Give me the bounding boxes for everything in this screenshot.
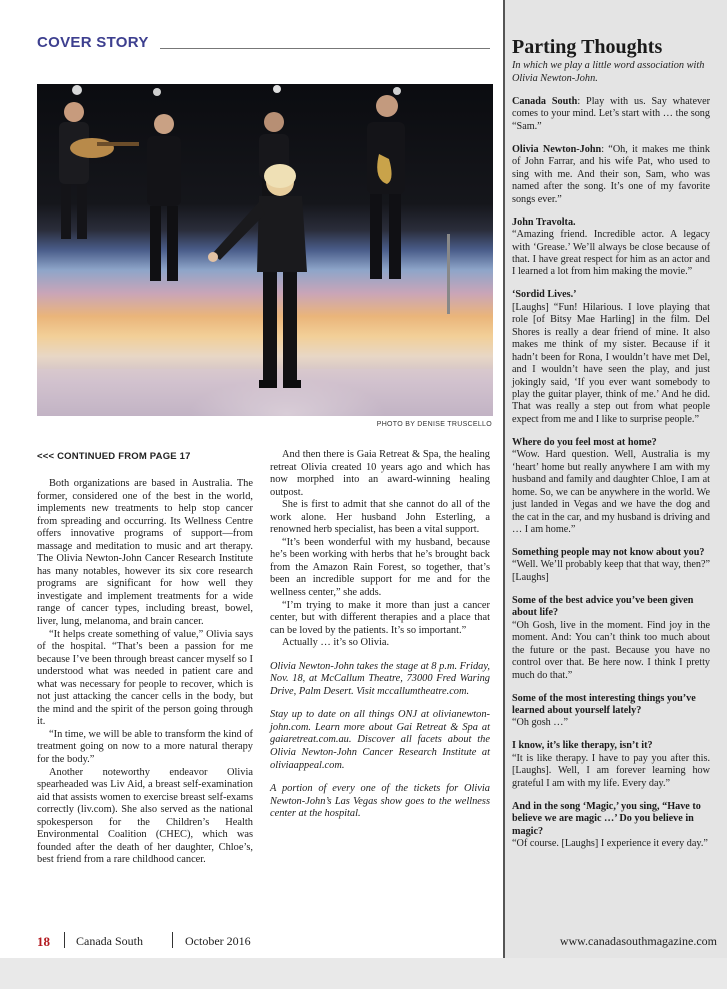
qa-answer: “Wow. Hard question. Well, Australia is my ‘heart’ home but really anywhere I am with my husband and family and daughter Chloe, I am at home. So, we can be anywhere in the world. We just landed in Vegas and we have the dog and the cat in the car, and my husband is driving and … I am home.” — [512, 449, 710, 536]
section-label: COVER STORY — [37, 34, 149, 51]
event-info-note: Olivia Newton-John takes the stage at 8 p.m. Friday, Nov. 18, at McCallum Theatre, 73000 Fred Waring Drive, Palm Desert. Visit mccallumtheatre.com. — [270, 660, 490, 697]
sidebar-border — [503, 0, 505, 958]
qa-item — [512, 437, 710, 537]
qa-answer: “Well. We’ll probably keep that that way, then?” [Laughs] — [512, 559, 710, 583]
qa-question: I know, it’s like therapy, isn’t it? — [512, 740, 653, 752]
qa-item — [512, 96, 710, 133]
qa-answer: [Laughs] “Fun! Hilarious. I love playing that role [of Bitsy Mae Harling] in the film. Del Shores is really a dear friend of mine. It also makes me think of my sister. Because if it hadn’t been for Rona, I wouldn’t have met Del, and I wouldn’t have seen the play, and just jokingly said, ‘If you ever want somebody to play the guitar player, think of me.’ And he did. That was really a step out from what people expect from me and I like to surprise people.” — [512, 301, 710, 425]
article-paragraph: She is first to admit that she cannot do all of the work alone. Her husband John Esterling, a renowned herb specialist, has been a vital support. — [270, 499, 490, 536]
cover-photo — [37, 84, 493, 416]
qa-question: And in the song ‘Magic,’ you sing, “Have to believe we are magic …’ Do you believe in magic? — [512, 800, 701, 837]
photo-credit: PHOTO BY DENISE TRUSCELLO — [376, 421, 492, 428]
sidebar-title: Parting Thoughts — [512, 36, 663, 58]
qa-question: Something people may not know about you? — [512, 547, 705, 558]
footer-issue-date: October 2016 — [185, 934, 251, 948]
qa-question: John Travolta. — [512, 216, 576, 228]
article-paragraph: “I’m trying to make it more than just a cancer center, but with different therapies and a place that can be loved by the patients. It’s so important.” — [270, 599, 490, 636]
ticket-info-note: A portion of every one of the tickets for Olivia Newton-John’s Las Vegas show goes to the wellness center at the hospital. — [270, 783, 490, 820]
qa-question: Some of the best advice you’ve been given about life? — [512, 594, 694, 619]
sidebar-subtitle: In which we play a little word association with Olivia Newton-John. — [512, 60, 705, 84]
qa-question: Some of the most interesting things you’ve learned about yourself lately? — [512, 692, 696, 716]
article-paragraph: “In time, we will be able to transform the kind of treatment going on now to a more natural therapy for the body.” — [37, 728, 254, 766]
qa-item — [512, 693, 710, 730]
qa-question: Where do you feel most at home? — [512, 436, 657, 448]
sidebar-qa-list — [512, 96, 710, 861]
article-paragraph: Both organizations are based in Australia. The former, considered one of the best in the world, implements new treatments to help stop cancer from spreading and occurring. Its Wellness Centre offers innovative programs of support—from massage and meditation to music and art therapy. The Olivia Newton-John Cancer Research Institute has many notables, however its six core research programs are significant for how well they investigate and implement treatments for a wide range of cancer types, including breast, bowel, liver, lung, melanoma, and brain cancer. — [37, 478, 253, 628]
qa-item — [512, 547, 710, 584]
article-paragraph: Another noteworthy endeavor Olivia spearheaded was Liv Aid, a breast self-examination aid that assists women to exercise breast self-exams correctly (liv.com). She also served as the national spokesperson for the Children’s Health Environmental Coalition (CHEC), which was founded after the death of her daughter, Chloe’s, best friend from a rare childhood cancer. — [37, 766, 253, 866]
qa-item — [512, 595, 710, 682]
qa-answer: “Amazing friend. Incredible actor. A legacy with ‘Grease.’ We’ll always be close because of that. I have great respect for him as an actor and I learned a lot from him making the movie.” — [512, 229, 710, 278]
article-closing-line: Actually … it’s so Olivia. — [282, 637, 390, 649]
article-column-1 — [37, 478, 253, 867]
qa-lead: Canada South — [512, 96, 578, 107]
qa-item — [512, 217, 710, 279]
qa-answer: “Of course. [Laughs] I experience it every day.” — [512, 838, 708, 850]
qa-answer: “It is like therapy. I have to pay you after this. [Laughs]. Well, I am forever learning how grateful I am with my life. Every day.” — [512, 752, 710, 789]
article-paragraph: And then there is Gaia Retreat & Spa, the healing retreat Olivia created 10 years ago and which has now morphed into an award-winning healing outpost. — [270, 449, 490, 498]
qa-item — [512, 144, 710, 206]
qa-answer: “Oh gosh …” — [512, 717, 569, 729]
article-column-2 — [270, 449, 490, 821]
article-paragraph: “It’s been wonderful with my husband, because he’s been working with herbs that he’s brought back from the Amazon Rain Forest, so together, that’s been an incredible support for me and for the wellness center,” she adds. — [270, 536, 490, 599]
qa-lead: Olivia Newton-John — [512, 143, 602, 155]
footer-separator — [172, 932, 173, 948]
qa-answer: “Oh Gosh, live in the moment. Find joy in the moment. And: You can’t think too much about the future or the past. Because you have no control over that. Be here now. I think I pretty much do that.” — [512, 619, 710, 681]
qa-item — [512, 801, 710, 851]
footer-magazine-name: Canada South — [76, 934, 143, 948]
page-bottom-band — [0, 958, 727, 989]
section-rule — [160, 48, 490, 49]
article-paragraph: “It helps create something of value,” Olivia says of the hospital. “That’s been a passion for me because I’ve been through breast cancer myself so I understood what was needed in patient care and what was necessary for people to recover, which is not just attacking the cancer cells in the body, but the mind and the spirit of the person going through it. — [37, 628, 253, 728]
concert-stage-illustration — [37, 84, 493, 416]
qa-question: ‘Sordid Lives.’ — [512, 289, 577, 301]
qa-item — [512, 289, 710, 426]
page-number: 18 — [37, 934, 50, 949]
website-info-note: Stay up to date on all things ONJ at olivianewton-john.com. Learn more about Gai Retreat & Spa at gaiaretreat.com.au. Discover all facets about the Olivia Newton-John Cancer Research Institute at oliviaappeal.com. — [270, 709, 490, 771]
qa-answer: : Play with us. Say whatever comes to your mind. Let’s start with … the song “Sam.” — [512, 96, 710, 132]
footer-separator — [64, 932, 65, 948]
qa-answer: : “Oh, it makes me think of John Farrar, and his wife Pat, who used to sing with me. And their son, Sam, who was named after the song. It’s one of my favorite songs ever.” — [512, 143, 710, 205]
footer-website-link[interactable]: www.canadasouthmagazine.com — [559, 934, 717, 948]
continued-from-label: <<< CONTINUED FROM PAGE 17 — [37, 451, 191, 462]
qa-item — [512, 740, 710, 790]
